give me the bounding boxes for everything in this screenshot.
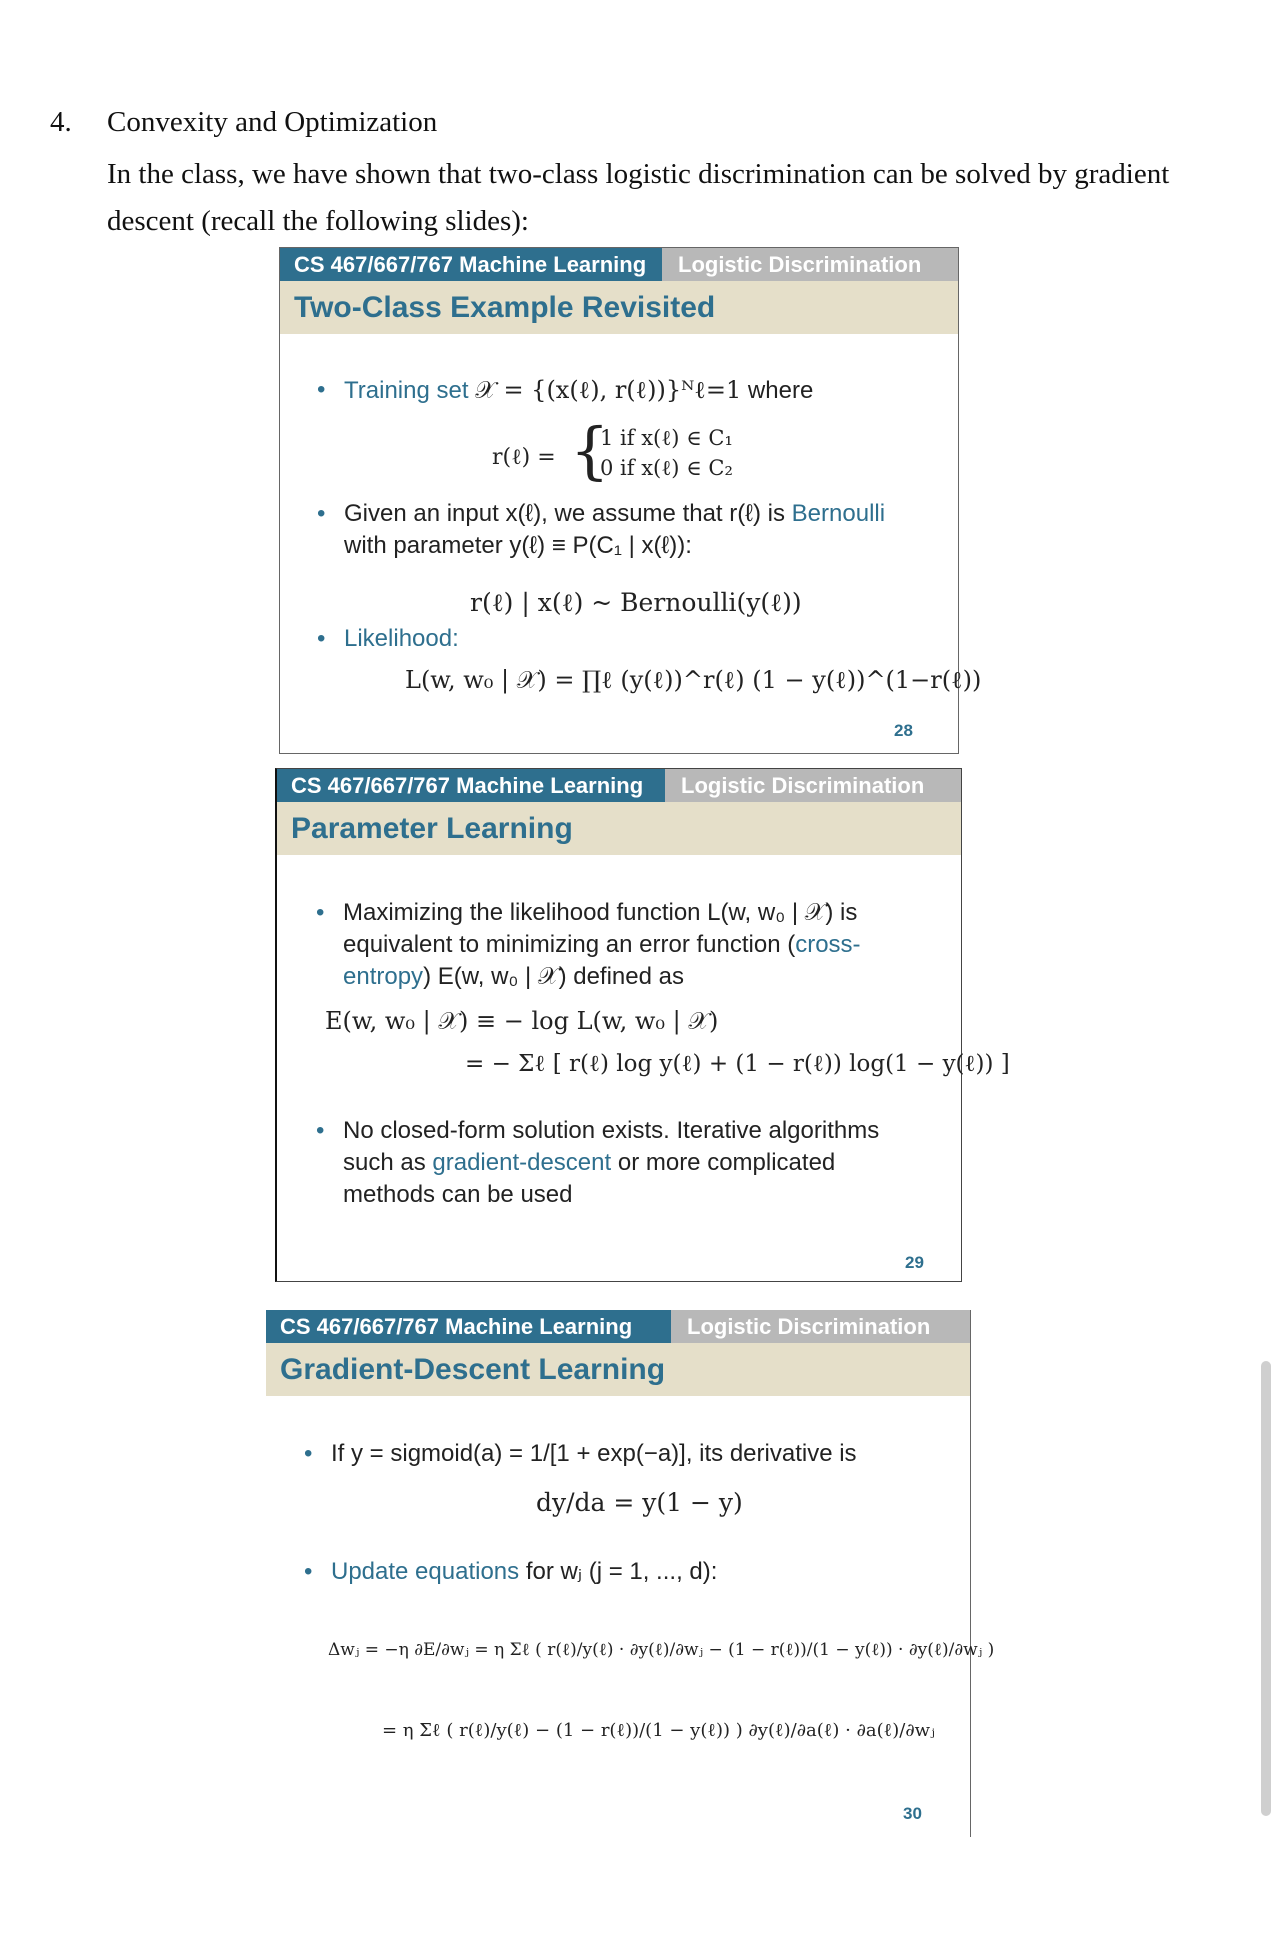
slide-course-label: CS 467/667/767 Machine Learning [266, 1310, 671, 1343]
bullet-likelihood: • Likelihood: [344, 623, 459, 655]
slide-28 [279, 247, 982, 754]
slide-page-number: 30 [903, 1804, 922, 1823]
bernoulli-word: Bernoulli [791, 500, 886, 527]
likelihood-equation: L(w, w₀ | 𝒳) = ∏ℓ (y(ℓ))^r(ℓ) (1 − y(ℓ))^(1−r(ℓ)) [405, 666, 982, 694]
training-set-tail: where [747, 377, 814, 404]
slide-topic-label: Logistic Discrimination [665, 769, 961, 802]
gradient-descent-link: gradient-descent [432, 1149, 612, 1176]
update-equations-label: Update equations [331, 1558, 520, 1585]
slide-page-number: 28 [894, 721, 913, 740]
bullet-bernoulli [344, 498, 944, 562]
ncf-line2c: or more complicated [617, 1149, 836, 1176]
slide-course-label: CS 467/667/767 Machine Learning [277, 769, 665, 802]
cross-entropy-link-b: entropy [343, 963, 424, 990]
ncf-line2a: such as [343, 1149, 426, 1176]
slide-title: Gradient-Descent Learning [266, 1343, 970, 1396]
bullet-maximizing [343, 897, 943, 993]
question-number: 4. [50, 106, 72, 138]
ncf-line3: methods can be used [343, 1181, 573, 1208]
slide-29 [275, 768, 1010, 1282]
r-definition-lhs: r(ℓ) = [492, 445, 556, 470]
bernoulli-line1: Given an input x(ℓ), we assume that r(ℓ) is [344, 500, 785, 527]
brace-icon: { [570, 414, 610, 487]
slide-topic-label: Logistic Discrimination [662, 248, 958, 281]
bullet-no-closed-form [343, 1115, 943, 1211]
r-case-2: 0 if x(ℓ) ∈ C₂ [600, 456, 733, 480]
sigmoid-derivative: dy/da = y(1 − y) [536, 1488, 743, 1517]
ncf-line1: No closed-form solution exists. Iterative algorithms [343, 1117, 880, 1144]
training-set-lead: Training set [344, 377, 469, 404]
bullet-training-set [344, 374, 924, 407]
slide-30 [266, 1310, 995, 1837]
question-title: Convexity and Optimization [107, 106, 438, 138]
error-equation-1: E(w, w₀ | 𝒳) ≡ − log L(w, w₀ | 𝒳) [325, 1007, 719, 1035]
cross-entropy-link-a: cross- [795, 931, 861, 958]
bullet-sigmoid: • If y = sigmoid(a) = 1/[1 + exp(−a)], its derivative is [331, 1438, 951, 1470]
max-line3b: ) E(w, w₀ | 𝒳) defined as [423, 963, 684, 990]
r-case-1: 1 if x(ℓ) ∈ C₁ [600, 426, 733, 450]
update-equation-1: Δwⱼ = −η ∂E/∂wⱼ = η Σℓ ( r(ℓ)/y(ℓ) · ∂y(ℓ)/∂wⱼ − (1 − r(ℓ))/(1 − y(ℓ)) · ∂y(ℓ)/∂wⱼ ) [328, 1640, 995, 1660]
vertical-scrollbar[interactable] [1261, 1361, 1271, 1816]
update-equations-tail: for wⱼ (j = 1, ..., d): [525, 1558, 718, 1585]
slide-course-label: CS 467/667/767 Machine Learning [280, 248, 662, 281]
bullet-update [331, 1556, 951, 1588]
max-line1: Maximizing the likelihood function L(w, w₀ | 𝒳) is [343, 899, 858, 926]
question-intro: In the class, we have shown that two-class logistic discrimination can be solved by gradient descent (recall the following slides): [107, 158, 1170, 237]
bernoulli-equation: r(ℓ) | x(ℓ) ~ Bernoulli(y(ℓ)) [470, 588, 802, 617]
error-equation-2: = − Σℓ [ r(ℓ) log y(ℓ) + (1 − r(ℓ)) log(1 − y(ℓ)) ] [465, 1051, 1010, 1077]
slide-page-number: 29 [905, 1253, 924, 1272]
max-line2a: equivalent to minimizing an error function ( [343, 931, 796, 958]
training-set-math: 𝒳 = {(x(ℓ), r(ℓ))}ᴺℓ=1 [475, 376, 742, 404]
slide-title: Two-Class Example Revisited [280, 281, 958, 334]
update-equation-2: = η Σℓ ( r(ℓ)/y(ℓ) − (1 − r(ℓ))/(1 − y(ℓ)) ) ∂y(ℓ)/∂a(ℓ) · ∂a(ℓ)/∂wⱼ [382, 1720, 935, 1741]
slide-topic-label: Logistic Discrimination [671, 1310, 970, 1343]
bernoulli-line2: with parameter y(ℓ) ≡ P(C₁ | x(ℓ)): [344, 532, 692, 559]
slide-title: Parameter Learning [277, 802, 961, 855]
